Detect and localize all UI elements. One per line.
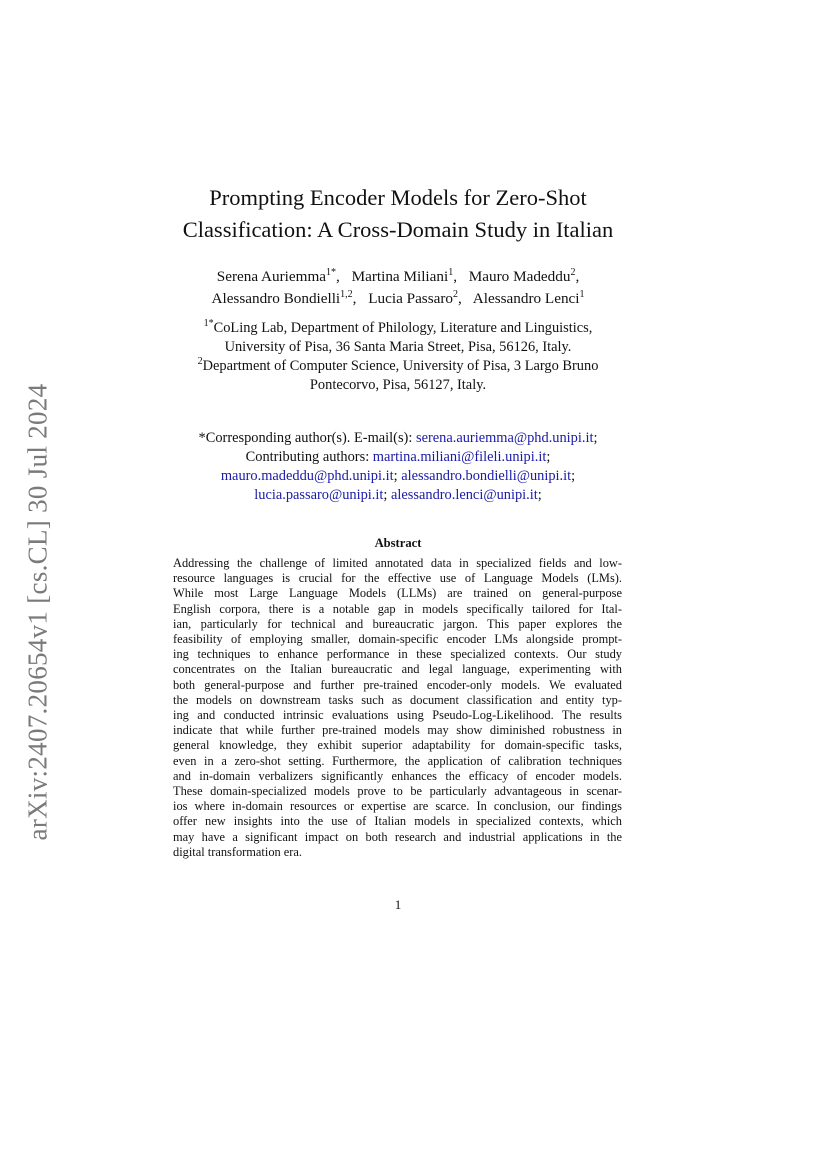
affiliations [0, 319, 796, 395]
abstract-line: the models on downstream tasks such as document classification and entity typ- [173, 692, 622, 707]
abstract-line: resource languages is crucial for the effective use of Language Models (LMs). [173, 571, 622, 586]
author-affiliation-mark: 1 [448, 266, 454, 278]
abstract-line: These domain-specialized models prove to be particularly advantageous in scenar- [173, 784, 622, 799]
email-link[interactable]: mauro.madeddu@phd.unipi.it [220, 468, 394, 484]
contact-info [0, 429, 796, 505]
abstract-line: ian, particularly for technical and bureaucratic jargon. This paper explores the [173, 616, 622, 631]
affiliation-line [0, 357, 796, 376]
author-line: Alessandro Bondielli$^{1,2}$, Lucia Passaro$^2$, Alessandro Lenci$^1$ [211, 288, 585, 307]
abstract-line: While most Large Language Models (LLMs) are trained on general-purpose [173, 586, 622, 601]
author-name: Alessandro Bondielli [211, 290, 341, 307]
author-name: Martina Miliani [351, 268, 449, 285]
affiliation-line: University of Pisa, 36 Santa Maria Street, Pisa, 56126, Italy. [224, 339, 572, 355]
author-name: Serena Auriemma [216, 268, 326, 285]
abstract-line: digital transformation era. [173, 844, 303, 859]
email-line: lucia.passaro@unipi.it; alessandro.lenci@unipi.it; [254, 487, 542, 503]
email-link[interactable]: alessandro.bondielli@unipi.it [401, 468, 572, 484]
abstract-line: ing techniques to enhance performance in these specialized contexts. Our study [173, 647, 622, 662]
author-affiliation-mark: 1* [326, 266, 336, 278]
contributing-label: Contributing authors: [245, 449, 370, 465]
affiliation-mark: 2 [197, 356, 203, 368]
abstract-line: ing and conducted intrinsic evaluations using Pseudo-Log-Likelihood. The results [173, 708, 622, 723]
abstract-line: even in a zero-shot setting. Furthermore, the application of calibration techniques [173, 753, 622, 768]
abstract-line: both general-purpose and further pre-trained encoder-only models. We evaluated [173, 677, 622, 692]
author-affiliation-mark: 2 [453, 288, 459, 300]
author-name: Mauro Madeddu [468, 268, 571, 285]
abstract-line: offer new insights into the use of Italian models in specialized contexts, which [173, 814, 622, 829]
author-list [0, 266, 796, 310]
abstract-line: Addressing the challenge of limited annotated data in specialized fields and low- [173, 556, 622, 570]
page-number: 1 [394, 897, 402, 912]
abstract-heading: Abstract [374, 536, 422, 550]
abstract-line: ios where in-domain resources or expertise are scarce. In conclusion, our findings [173, 799, 622, 814]
abstract-body [173, 556, 622, 860]
author-name: Alessandro Lenci [472, 290, 580, 307]
affiliation-text: CoLing Lab, Department of Philology, Literature and Linguistics, [213, 320, 593, 336]
abstract-line: and in-domain verbalizers significantly enhances the efficacy of encoder models. [173, 768, 622, 783]
affiliation-line: Pontecorvo, Pisa, 56127, Italy. [309, 377, 487, 393]
corresponding-author-line: *Corresponding author(s). E-mail(s): serena.auriemma@phd.unipi.it; [198, 430, 598, 446]
author-affiliation-mark: 2 [570, 266, 576, 278]
author-name: Lucia Passaro [368, 290, 454, 307]
arxiv-identifier: arXiv:2407.20654v1 [cs.CL] 30 Jul 2024 [22, 383, 53, 841]
abstract-line: concentrates on the Italian bureaucratic and legal language, experimenting with [173, 662, 622, 677]
abstract-line: may have a significant impact on both research and industrial applications in the [173, 829, 622, 844]
abstract-line: indicate that while further pre-trained models may show diminished robustness in [173, 723, 622, 738]
email-link[interactable]: lucia.passaro@unipi.it [254, 487, 384, 503]
paper-title [0, 182, 796, 246]
contributing-authors-line: Contributing authors: martina.miliani@fileli.unipi.it; [245, 449, 551, 465]
affiliation-mark: 1* [203, 318, 214, 330]
author-line: Serena Auriemma$^{1*}$, Martina Miliani$^1$, Mauro Madeddu$^2$, [216, 266, 580, 285]
corresponding-label: *Corresponding author(s). E-mail(s): [198, 430, 413, 446]
author-affiliation-mark: 1,2 [340, 288, 353, 300]
email-link[interactable]: alessandro.lenci@unipi.it [391, 487, 538, 503]
abstract-line: general knowledge, they exhibit superior adaptability for domain-specific tasks, [173, 738, 622, 753]
abstract-line: feasibility of employing smaller, domain-specific encoder LMs alongside prompt- [173, 632, 622, 647]
author-affiliation-mark: 1 [579, 288, 585, 300]
abstract-line: English corpora, there is a notable gap in models specifically tailored for Ital- [173, 601, 622, 616]
email-line: mauro.madeddu@phd.unipi.it; alessandro.bondielli@unipi.it; [220, 468, 576, 484]
title-line: Prompting Encoder Models for Zero-Shot [209, 185, 587, 210]
affiliation-text: Department of Computer Science, University of Pisa, 3 Largo Bruno [202, 358, 599, 374]
email-link[interactable]: martina.miliani@fileli.unipi.it [372, 449, 547, 465]
title-line: Classification: A Cross-Domain Study in Italian [182, 217, 614, 242]
affiliation-line [0, 319, 796, 338]
email-link[interactable]: serena.auriemma@phd.unipi.it [415, 430, 594, 446]
